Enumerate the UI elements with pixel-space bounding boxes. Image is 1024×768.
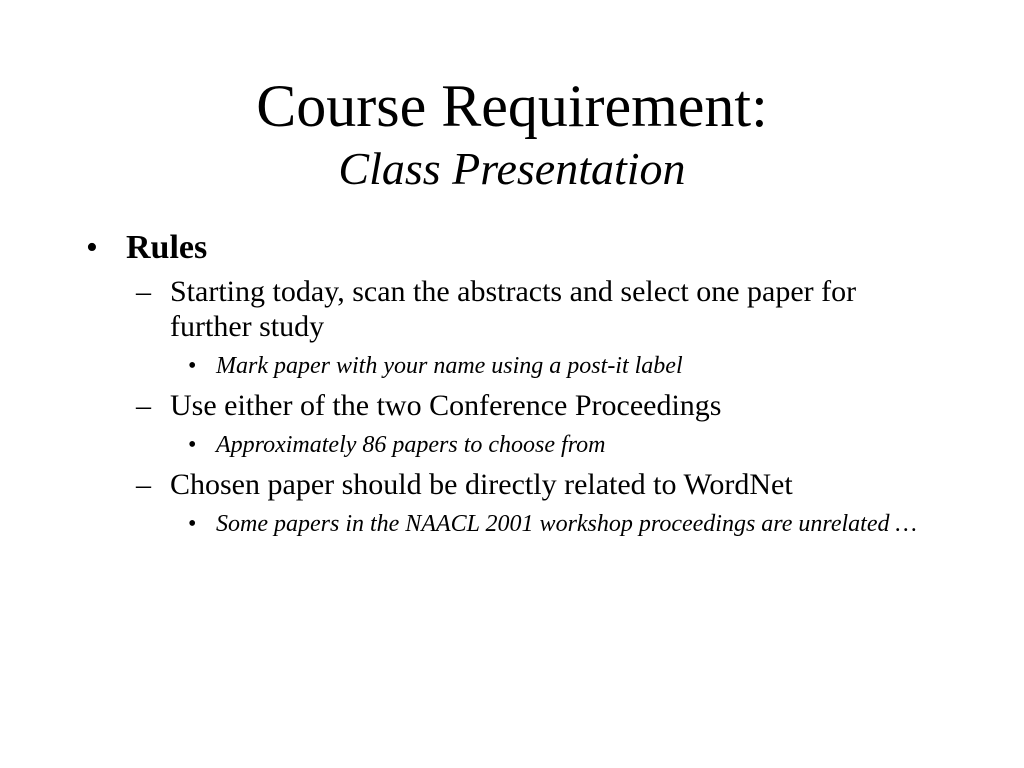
bullet-marker: •: [188, 353, 197, 379]
note-post-it: [0, 350, 1024, 382]
slide-subtitle: Class Presentation: [338, 143, 686, 194]
subitem-scan-abstracts: [0, 274, 1024, 344]
subitem-text: Use either of the two Conference Proceedings: [170, 389, 722, 422]
note-text: Some papers in the NAACL 2001 workshop proceedings are unrelated …: [216, 511, 917, 537]
dash-marker: –: [136, 389, 151, 422]
note-text: Mark paper with your name using a post-it label: [216, 353, 683, 379]
dash-marker: –: [136, 275, 151, 308]
subitem-text: Starting today, scan the abstracts and select one paper for further study: [170, 275, 857, 343]
note-unrelated-papers: [0, 508, 1024, 540]
note-text: Approximately 86 papers to choose from: [216, 432, 606, 458]
bullet-rules: [0, 226, 1024, 270]
subitem-wordnet: [0, 467, 1024, 502]
note-paper-count: [0, 429, 1024, 461]
bullet-heading: Rules: [126, 229, 208, 266]
subitem-proceedings: [0, 388, 1024, 423]
bullet-marker: •: [188, 432, 197, 458]
slide-content: [0, 226, 1024, 540]
slide-title: Course Requirement:: [256, 73, 768, 139]
slide-title-block: [0, 70, 1024, 196]
subitem-text: Chosen paper should be directly related to WordNet: [170, 468, 793, 501]
bullet-marker: •: [86, 229, 98, 266]
bullet-marker: •: [188, 511, 197, 537]
dash-marker: –: [136, 468, 151, 501]
